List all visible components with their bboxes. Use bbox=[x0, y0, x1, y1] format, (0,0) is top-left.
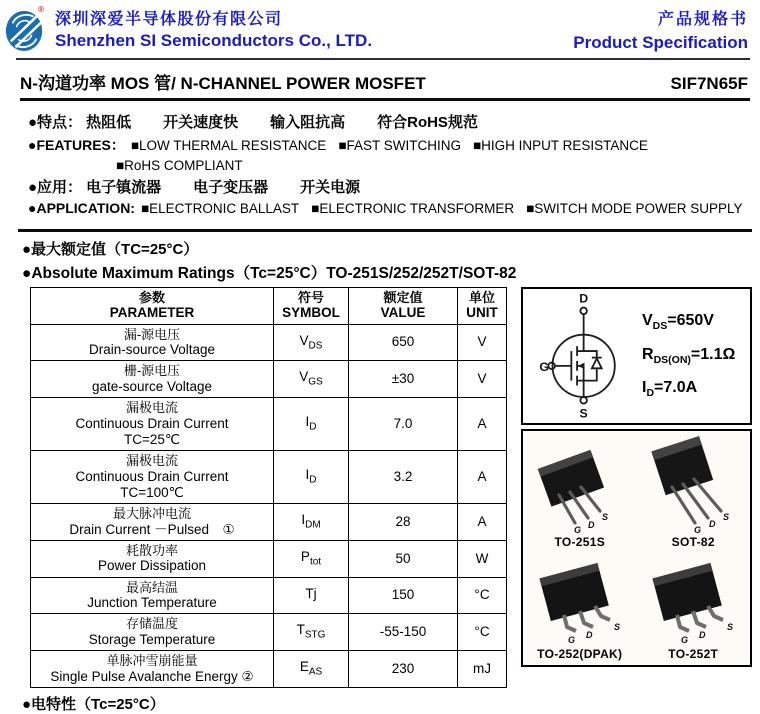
symbol-cell bbox=[274, 504, 349, 541]
feature-item: ■RoHS COMPLIANT bbox=[116, 158, 243, 173]
spec-sub: D bbox=[646, 387, 655, 400]
symbol-cell bbox=[274, 651, 349, 688]
parameter-cell bbox=[31, 451, 274, 504]
symbol-cell bbox=[274, 540, 349, 577]
symbol-cell bbox=[274, 577, 349, 614]
ratings-heading-en: ●Absolute Maximum Ratings（Tc=25°C）TO-251S/252/252T/SOT-82 bbox=[22, 264, 517, 282]
features-cn-label: ●特点： bbox=[28, 114, 83, 131]
symbol-cell bbox=[274, 451, 349, 504]
col-header-unit bbox=[458, 287, 507, 324]
symbol-main: I bbox=[301, 512, 306, 528]
svg-text:S: S bbox=[613, 621, 620, 632]
svg-text:G: G bbox=[539, 359, 549, 374]
application-item: 电子变压器 bbox=[193, 179, 269, 196]
param-en: Drain-source Voltage bbox=[88, 342, 216, 358]
company-name-en: Shenzhen SI Semiconductors Co., LTD. bbox=[55, 31, 373, 51]
symbol-main: I bbox=[305, 467, 310, 483]
param-cn: 耗散功率 bbox=[125, 542, 178, 558]
electrical-characteristics-heading: ●电特性（Tc=25°C） bbox=[22, 695, 165, 713]
feature-item: ■HIGH INPUT RESISTANCE bbox=[472, 138, 648, 153]
package-caption: TO-251S bbox=[554, 534, 606, 549]
param-cn: 漏极电流 bbox=[125, 453, 178, 469]
col-header-value bbox=[349, 287, 458, 324]
parameter-cell bbox=[31, 651, 274, 688]
application-item: 电子镇流器 bbox=[86, 179, 162, 196]
section-divider bbox=[18, 229, 752, 232]
parameter-cell bbox=[31, 398, 274, 451]
svg-text:D: D bbox=[587, 519, 595, 530]
symbol-sub: AS bbox=[308, 666, 323, 678]
symbol-sub: D bbox=[309, 474, 317, 486]
symbol-main: T bbox=[296, 622, 305, 638]
col-header-parameter bbox=[31, 287, 274, 324]
company-brand bbox=[4, 7, 372, 53]
value-cell: -55-150 bbox=[349, 614, 458, 651]
parameter-cell bbox=[31, 614, 274, 651]
symbol-cell bbox=[274, 361, 349, 398]
application-item: ■ELECTRONIC BALLAST bbox=[140, 201, 300, 216]
symbol-sub: tot bbox=[309, 556, 322, 568]
package-figure-to252t bbox=[637, 551, 751, 663]
package-figure-to251s bbox=[523, 433, 637, 551]
package-caption: TO-252T bbox=[668, 646, 719, 661]
features-en-label: ●FEATURES： bbox=[28, 137, 125, 153]
parameter-cell bbox=[31, 361, 274, 398]
parameter-cell bbox=[31, 577, 274, 614]
svg-text:S: S bbox=[727, 621, 734, 632]
svg-text:G: G bbox=[573, 524, 581, 535]
value-cell: 50 bbox=[349, 540, 458, 577]
key-specs-box bbox=[521, 287, 752, 425]
application-cn-line bbox=[28, 176, 760, 197]
symbol-cell bbox=[274, 324, 349, 361]
spec-rest: =1.1Ω bbox=[690, 345, 736, 363]
value-cell: 150 bbox=[349, 577, 458, 614]
param-cn: 最大脉冲电流 bbox=[112, 506, 191, 522]
symbol-sub: STG bbox=[304, 630, 326, 642]
table-row bbox=[31, 398, 507, 451]
param-en: Storage Temperature bbox=[88, 631, 216, 647]
col-header-en: SYMBOL bbox=[282, 305, 340, 321]
application-en-label: ●APPLICATION: bbox=[28, 200, 135, 216]
features-en-line bbox=[28, 135, 760, 155]
package-caption: TO-252(DPAK) bbox=[537, 646, 623, 661]
spec-sym: I bbox=[642, 378, 647, 396]
param-condition: TC=100℃ bbox=[120, 484, 184, 500]
product-title: N-沟道功率 MOS 管/ N-CHANNEL POWER MOSFET bbox=[20, 74, 426, 93]
value-cell: 3.2 bbox=[349, 451, 458, 504]
value-cell: ±30 bbox=[349, 361, 458, 398]
table-row bbox=[31, 651, 507, 688]
sot82-package-icon bbox=[638, 433, 748, 535]
unit-cell: A bbox=[458, 451, 507, 504]
features-en-line2 bbox=[116, 158, 760, 173]
spec-rest: =650V bbox=[667, 312, 714, 330]
param-en: Drain Current －Pulsed ① bbox=[69, 521, 235, 537]
feature-item: ■FAST SWITCHING bbox=[338, 138, 461, 153]
svg-text:D: D bbox=[585, 629, 593, 640]
to252t-package-icon bbox=[639, 557, 747, 647]
features-section bbox=[0, 101, 760, 224]
table-header-row bbox=[31, 287, 507, 324]
param-cn: 最高结温 bbox=[125, 579, 178, 595]
symbol-sub: DS bbox=[308, 340, 323, 352]
spec-sub: DS(ON) bbox=[653, 353, 691, 366]
symbol-main: V bbox=[299, 369, 309, 385]
ratings-heading-cn: ●最大额定值（TC=25°C） bbox=[22, 241, 199, 258]
table-row bbox=[31, 540, 507, 577]
symbol-main: P bbox=[300, 548, 310, 564]
symbol-sub: D bbox=[309, 421, 317, 433]
feature-item: 热阻低 bbox=[86, 114, 132, 131]
parameter-cell bbox=[31, 324, 274, 361]
value-cell: 650 bbox=[349, 324, 458, 361]
col-header-cn: 符号 bbox=[297, 289, 324, 305]
param-cn: 栅-源电压 bbox=[123, 363, 181, 379]
registered-mark: ® bbox=[38, 5, 44, 14]
spec-sym: V bbox=[642, 312, 653, 330]
param-en: Single Pulse Avalanche Energy ② bbox=[50, 668, 254, 684]
spec-rest: =7.0A bbox=[654, 378, 698, 396]
symbol-cell bbox=[274, 398, 349, 451]
svg-text:S: S bbox=[579, 406, 588, 420]
symbol-main: E bbox=[299, 659, 309, 675]
param-en: Power Dissipation bbox=[97, 558, 207, 574]
value-cell: 230 bbox=[349, 651, 458, 688]
table-row bbox=[31, 577, 507, 614]
svg-text:G: G bbox=[681, 634, 689, 645]
application-item: ■ELECTRONIC TRANSFORMER bbox=[311, 201, 515, 216]
value-cell: 7.0 bbox=[349, 398, 458, 451]
to251s-package-icon bbox=[526, 441, 634, 535]
application-cn-label: ●应用： bbox=[28, 179, 83, 196]
package-figure-to252dpak bbox=[523, 551, 637, 663]
symbol-main: Tj bbox=[305, 585, 317, 601]
right-panel bbox=[521, 287, 752, 667]
ratings-table bbox=[30, 287, 507, 688]
unit-cell: °C bbox=[458, 614, 507, 651]
symbol-cell bbox=[274, 614, 349, 651]
feature-item: 开关速度快 bbox=[163, 114, 239, 131]
param-en: Continuous Drain Current bbox=[75, 415, 229, 431]
key-specs-text bbox=[642, 312, 735, 399]
application-item: 开关电源 bbox=[300, 179, 361, 196]
document-titles bbox=[573, 9, 748, 53]
svg-text:D: D bbox=[699, 629, 706, 640]
table-row bbox=[31, 451, 507, 504]
application-item: ■SWITCH MODE POWER SUPPLY bbox=[526, 201, 743, 216]
spec-id bbox=[642, 379, 735, 399]
spec-sub: DS bbox=[652, 320, 668, 333]
package-box bbox=[521, 429, 752, 667]
table-row bbox=[31, 504, 507, 541]
table-row bbox=[31, 324, 507, 361]
company-name-cn: 深圳深爱半导体股份有限公司 bbox=[55, 10, 283, 28]
symbol-main: I bbox=[305, 414, 310, 430]
spec-rdson bbox=[642, 346, 735, 366]
param-en: Junction Temperature bbox=[87, 595, 217, 611]
mosfet-symbol-icon bbox=[524, 292, 640, 420]
unit-cell: A bbox=[458, 504, 507, 541]
col-header-cn: 额定值 bbox=[383, 289, 423, 305]
page-header bbox=[16, 0, 750, 60]
col-header-en: VALUE bbox=[380, 305, 426, 321]
col-header-en: PARAMETER bbox=[109, 305, 195, 321]
svg-text:S: S bbox=[601, 511, 608, 522]
unit-cell: V bbox=[458, 361, 507, 398]
ratings-headings bbox=[0, 239, 760, 285]
application-en-line bbox=[28, 200, 760, 216]
symbol-sub: GS bbox=[308, 377, 323, 389]
unit-cell: °C bbox=[458, 577, 507, 614]
spec-vds bbox=[642, 312, 735, 332]
svg-text:G: G bbox=[567, 634, 575, 645]
spec-sym: R bbox=[642, 345, 654, 363]
unit-cell: W bbox=[458, 540, 507, 577]
svg-text:S: S bbox=[723, 511, 730, 522]
param-cn: 存储温度 bbox=[125, 616, 178, 632]
col-header-symbol bbox=[274, 287, 349, 324]
svg-text:D: D bbox=[579, 291, 589, 306]
company-names bbox=[55, 9, 372, 52]
feature-item: 符合RoHS规范 bbox=[377, 114, 478, 131]
package-figure-sot82 bbox=[637, 433, 751, 551]
col-header-cn: 参数 bbox=[138, 289, 165, 305]
param-condition: TC=25℃ bbox=[123, 431, 181, 447]
param-en: gate-source Voltage bbox=[91, 378, 213, 394]
unit-cell: V bbox=[458, 324, 507, 361]
doc-title-en: Product Specification bbox=[573, 32, 748, 52]
title-bar bbox=[20, 60, 750, 101]
svg-text:D: D bbox=[709, 518, 716, 529]
svg-text:G: G bbox=[694, 524, 702, 535]
param-cn: 单脉冲雪崩能量 bbox=[106, 653, 198, 669]
package-caption: SOT-82 bbox=[671, 534, 715, 549]
parameter-cell bbox=[31, 504, 274, 541]
table-row bbox=[31, 361, 507, 398]
param-en: Continuous Drain Current bbox=[75, 468, 229, 484]
doc-title-cn: 产品规格书 bbox=[657, 11, 748, 29]
features-cn-line bbox=[28, 111, 760, 132]
unit-cell: A bbox=[458, 398, 507, 451]
param-cn: 漏极电流 bbox=[125, 400, 178, 416]
part-number: SIF7N65F bbox=[670, 74, 748, 93]
unit-cell: mJ bbox=[458, 651, 507, 688]
feature-item: 输入阻抗高 bbox=[270, 114, 346, 131]
symbol-sub: DM bbox=[305, 519, 321, 531]
symbol-main: V bbox=[299, 332, 309, 348]
col-header-cn: 单位 bbox=[468, 289, 495, 305]
col-header-en: UNIT bbox=[466, 305, 498, 321]
value-cell: 28 bbox=[349, 504, 458, 541]
table-row bbox=[31, 614, 507, 651]
to252-package-icon bbox=[526, 557, 634, 647]
main-content bbox=[0, 285, 760, 688]
feature-item: ■LOW THERMAL RESISTANCE bbox=[130, 138, 327, 153]
param-cn: 漏-源电压 bbox=[123, 326, 181, 342]
parameter-cell bbox=[31, 540, 274, 577]
